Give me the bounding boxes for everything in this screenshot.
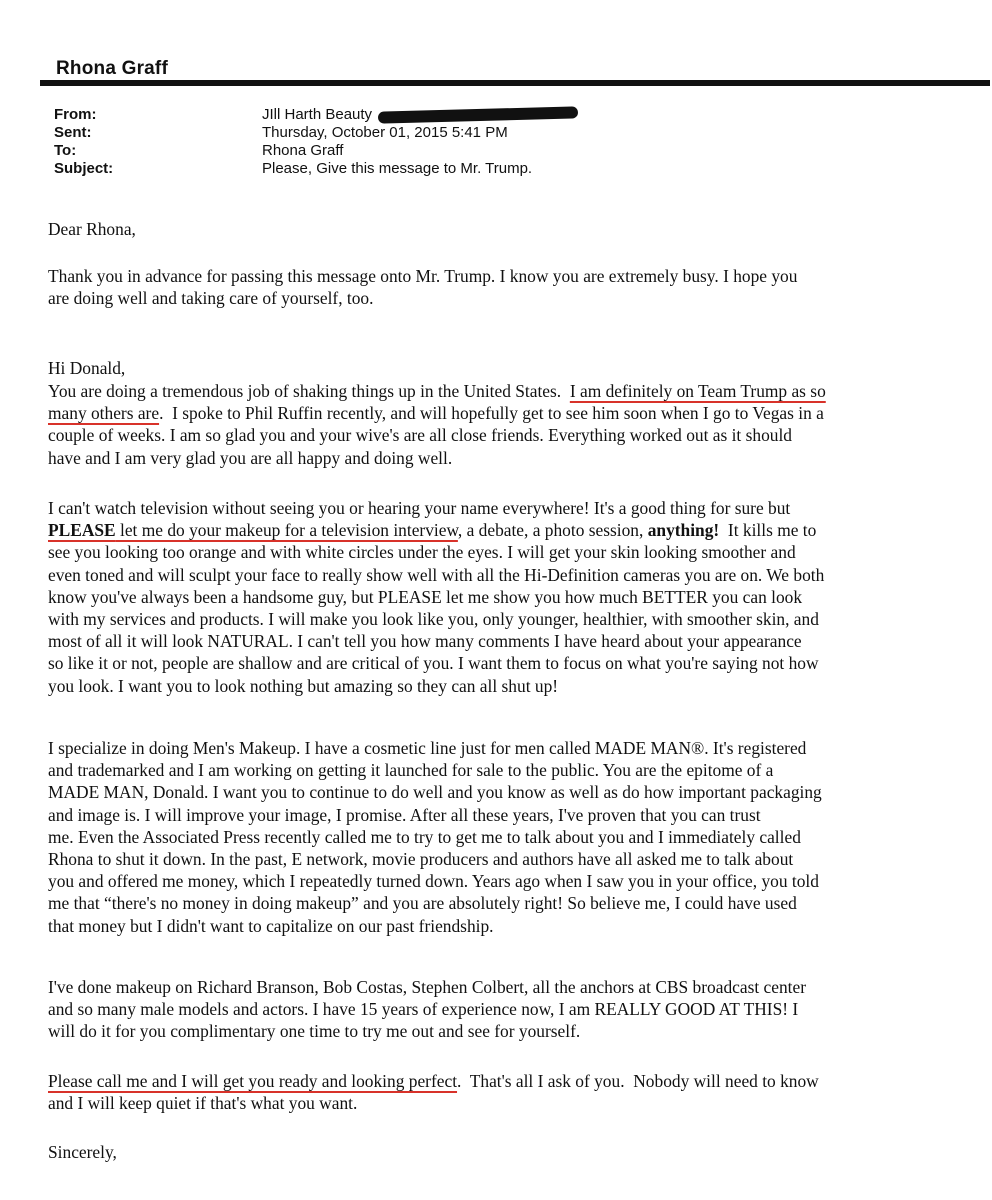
from-sender-name: JIll Harth Beauty	[262, 106, 373, 123]
text-line: and I will keep quiet if that's what you want.	[48, 1093, 358, 1114]
salutation	[48, 218, 963, 240]
to-label: To:	[54, 142, 77, 159]
text-line: with my services and products. I will make you look like you, only younger, healthier, with smoother skin, and	[48, 608, 819, 629]
text-line: me. Even the Associated Press recently called me to try to get me to talk about you and I immediately called	[48, 826, 801, 847]
intro-paragraph	[48, 265, 963, 309]
sent-value: Thursday, October 01, 2015 5:41 PM	[262, 124, 508, 141]
text-line	[48, 1070, 963, 1092]
paragraph-makeup-request	[48, 497, 963, 697]
paragraph-made-man	[48, 737, 963, 937]
mailbox-owner-name: Rhona Graff	[56, 58, 168, 79]
text-run: , a debate, a photo session,	[457, 520, 648, 541]
redacted-email-address	[378, 106, 578, 123]
text-line: and image is. I will improve your image, I promise. After all these years, I've proven that you can trust	[48, 804, 761, 825]
closing-line: Sincerely,	[48, 1142, 117, 1162]
text-run: . That's all I ask of you. Nobody will need to know	[457, 1071, 819, 1091]
text-line: and trademarked and I am working on getting it launched for sale to the public. You are the epitome of a	[48, 760, 774, 781]
text-run: It kills me to	[719, 520, 817, 541]
paragraph-call-request	[48, 1070, 963, 1114]
text-line: and so many male models and actors. I have 15 years of experience now, I am REALLY GOOD AT THIS! I	[48, 999, 799, 1020]
sent-label: Sent:	[54, 124, 92, 141]
text-line: Thank you in advance for passing this message onto Mr. Trump. I know you are extremely busy. I hope you	[48, 266, 798, 286]
text-line: will do it for you complimentary one time to try me out and see for yourself.	[48, 1021, 581, 1042]
paragraph-experience	[48, 976, 963, 1043]
text-line	[48, 380, 963, 402]
header-divider	[40, 80, 990, 86]
text-line: so like it or not, people are shallow and are critical of you. I want them to focus on what you're saying not how	[48, 653, 819, 674]
from-label: From:	[54, 106, 97, 123]
greeting-line: Hi Donald,	[48, 358, 126, 378]
text-line: you and offered me money, which I repeatedly turned down. Years ago when I saw you in your office, you told	[48, 871, 819, 892]
closing	[48, 1141, 963, 1163]
text-line: see you looking too orange and with white circles under the eyes. I will get your skin looking smoother and	[48, 542, 796, 563]
highlighted-phrase: I am definitely on Team Trump as so	[569, 381, 826, 401]
text-line: I specialize in doing Men's Makeup. I have a cosmetic line just for men called MADE MAN®. It's registered	[48, 738, 807, 758]
text-line: me that “there's no money in doing makeup” and you are absolutely right! So believe me, I could have used	[48, 893, 797, 914]
highlighted-phrase: Please call me and I will get you ready and looking perfect	[48, 1071, 458, 1091]
highlighted-emphasis: PLEASE	[48, 520, 116, 541]
subject-value: Please, Give this message to Mr. Trump.	[262, 160, 533, 177]
text-run: . I spoke to Phil Ruffin recently, and will hopefully get to see him soon when I go to Vegas in a	[159, 403, 824, 424]
text-line: are doing well and taking care of yourself, too.	[48, 288, 374, 309]
text-run: You are doing a tremendous job of shaking things up in the United States.	[48, 381, 570, 401]
text-line	[48, 519, 963, 541]
text-line	[48, 402, 963, 424]
text-line: I've done makeup on Richard Branson, Bob Costas, Stephen Colbert, all the anchors at CBS broadcast center	[48, 977, 807, 997]
text-line: I can't watch television without seeing you or hearing your name everywhere! It's a good thing for sure but	[48, 498, 791, 518]
text-line: know you've always been a handsome guy, but PLEASE let me show you how much BETTER you can look	[48, 586, 803, 607]
from-value	[262, 106, 578, 123]
salutation-line: Dear Rhona,	[48, 219, 136, 239]
text-line: most of all it will look NATURAL. I can't tell you how many comments I have heard about your appearance	[48, 631, 802, 652]
text-line: have and I am very glad you are all happy and doing well.	[48, 447, 453, 468]
highlighted-phrase: let me do your makeup for a television interview	[115, 520, 458, 541]
highlighted-phrase: many others are	[48, 403, 160, 424]
text-line: couple of weeks. I am so glad you and your wive's are all close friends. Everything worked out as it should	[48, 425, 792, 446]
text-line: that money but I didn't want to capitalize on our past friendship.	[48, 915, 494, 936]
text-line: you look. I want you to look nothing but amazing so they can all shut up!	[48, 675, 559, 696]
text-line: MADE MAN, Donald. I want you to continue to do well and you know as well as do how important packaging	[48, 782, 822, 803]
greeting	[48, 357, 963, 379]
text-line: Rhona to shut it down. In the past, E network, movie producers and authors have all asked me to talk about	[48, 848, 794, 869]
text-line: even toned and will sculpt your face to really show well with all the Hi-Definition cameras you are on. We both	[48, 564, 825, 585]
paragraph-team-trump	[48, 380, 963, 469]
bold-emphasis: anything!	[647, 520, 720, 541]
subject-label: Subject:	[54, 160, 114, 177]
to-value: Rhona Graff	[262, 142, 344, 159]
